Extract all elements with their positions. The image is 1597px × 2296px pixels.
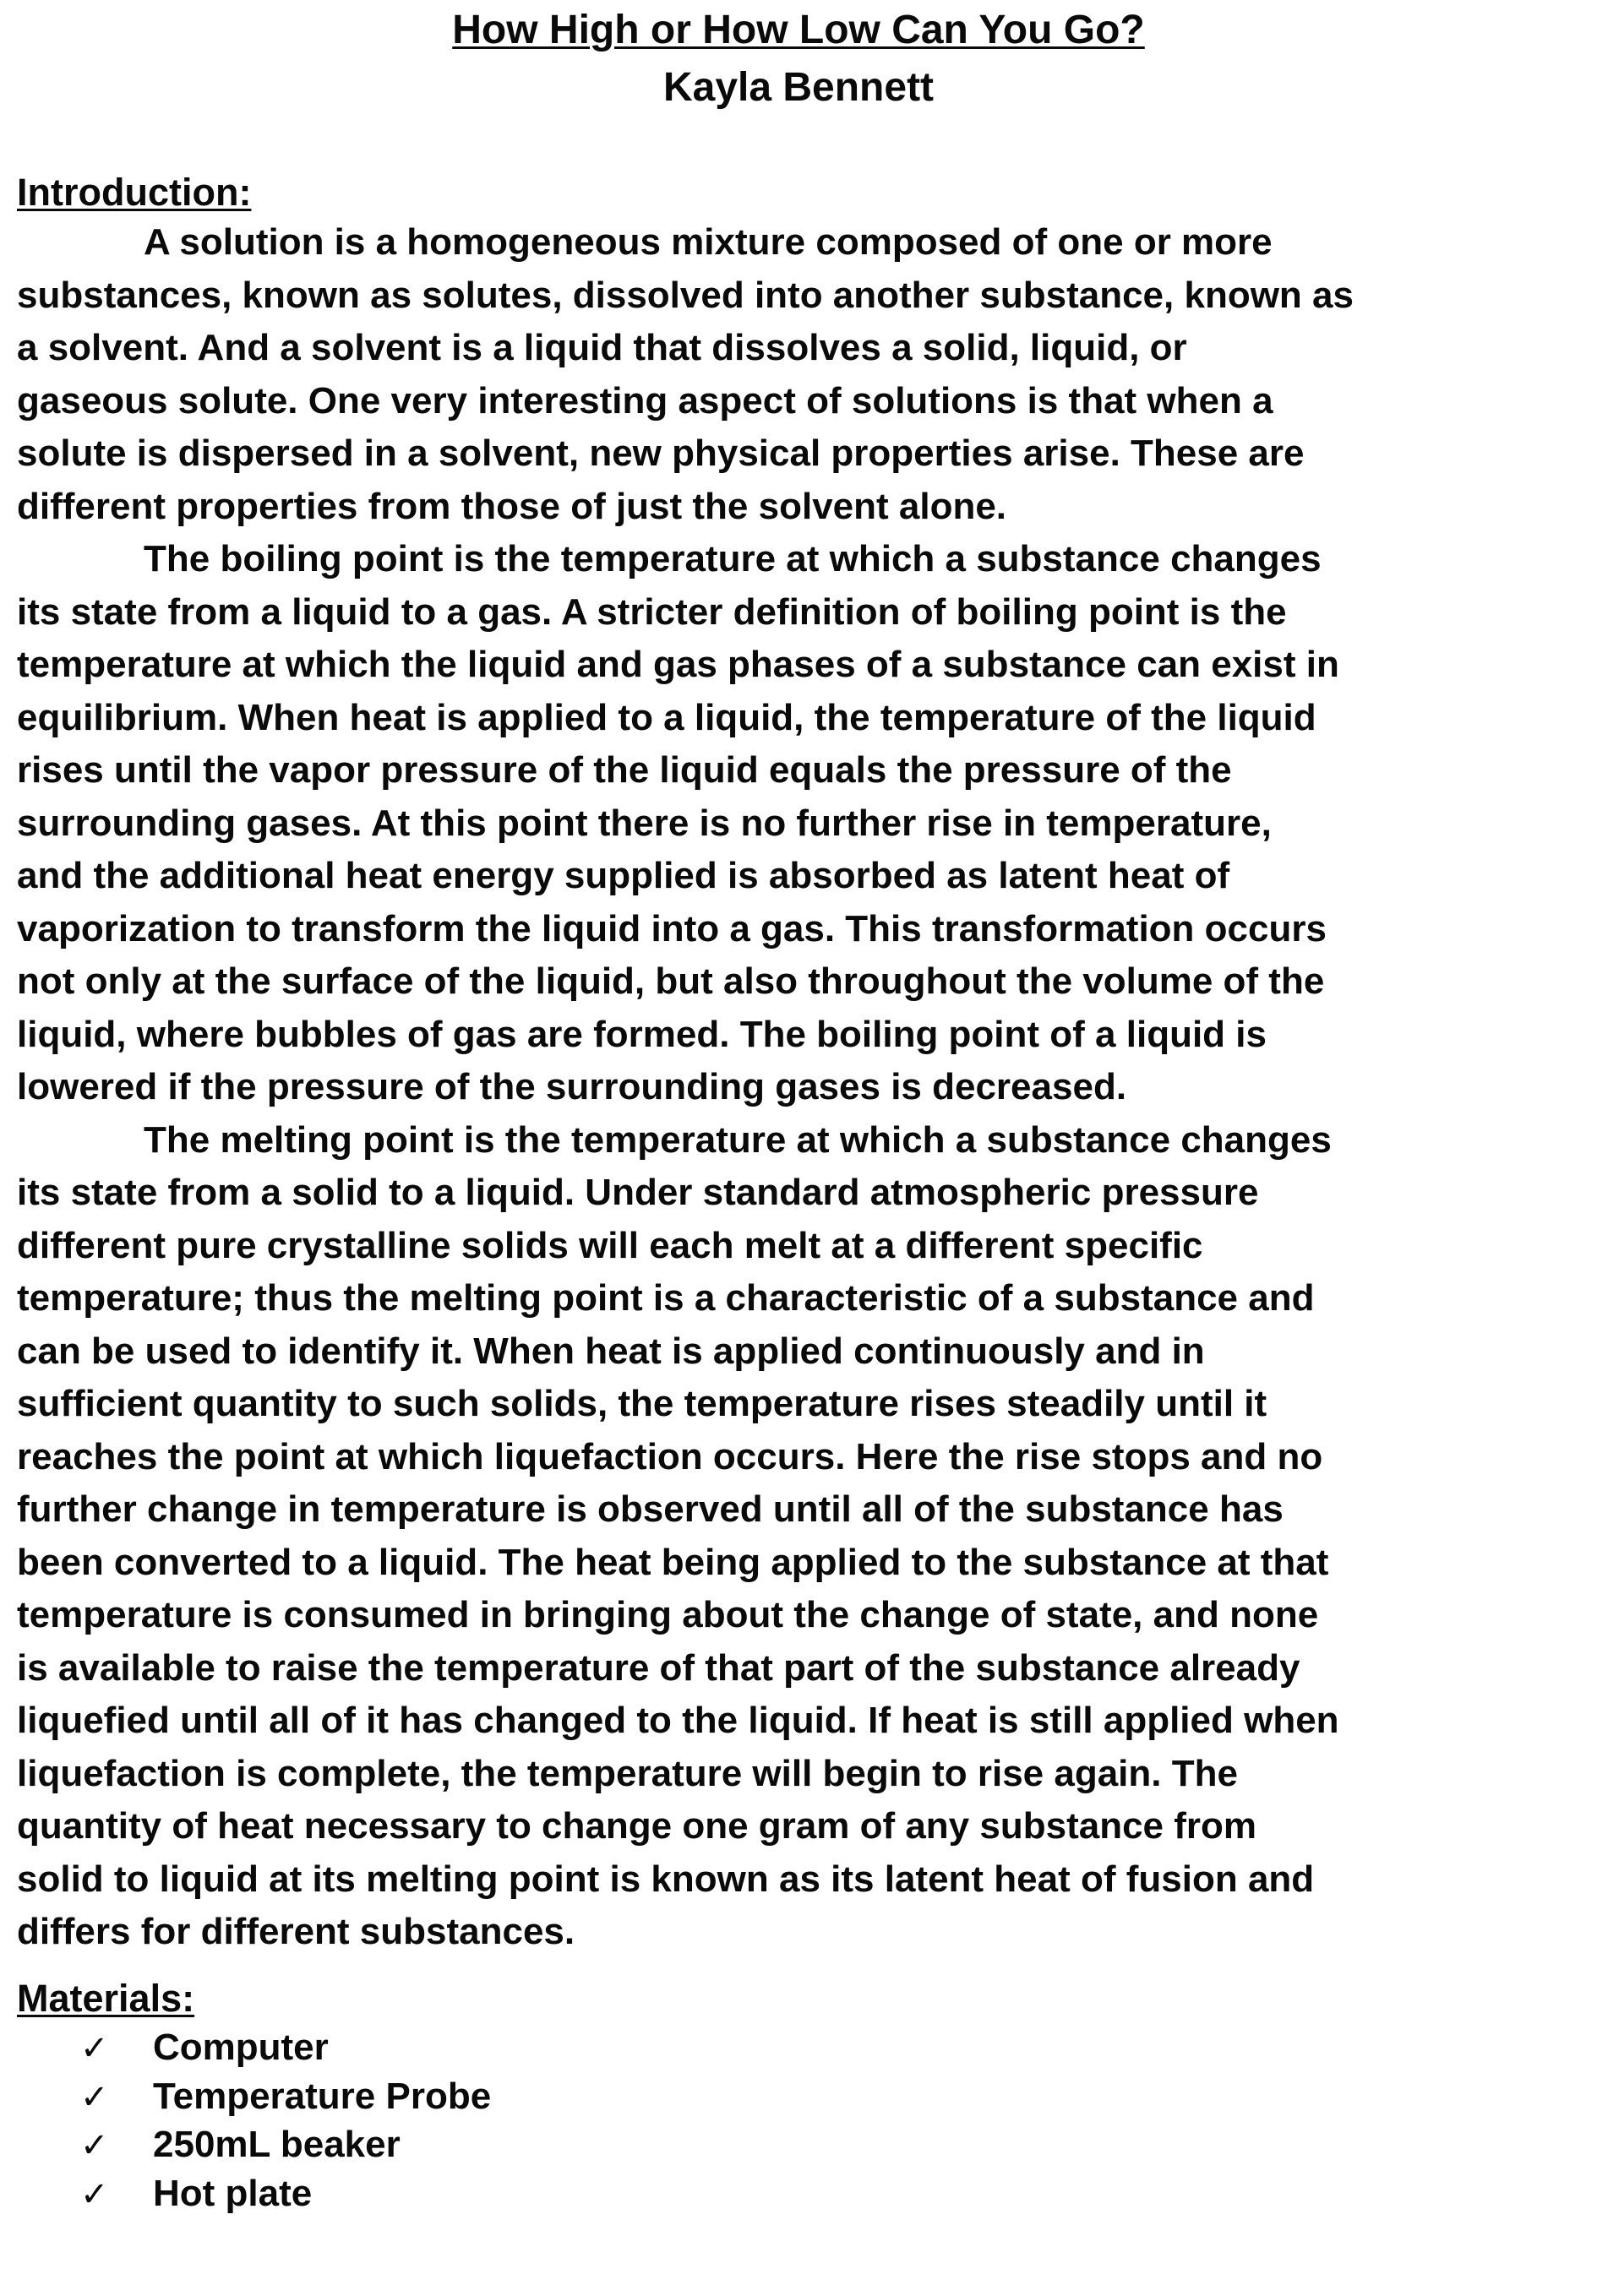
introduction-line: lowered if the pressure of the surrounding gases is decreased. bbox=[17, 1066, 1127, 1107]
introduction-line: been converted to a liquid. The heat being applied to the substance at that bbox=[17, 1541, 1329, 1583]
introduction-line: different properties from those of just the solvent alone. bbox=[17, 485, 1007, 527]
materials-item bbox=[80, 2072, 491, 2121]
checkmark-icon: ✓ bbox=[80, 2077, 109, 2117]
introduction-line: its state from a liquid to a gas. A stricter definition of boiling point is the bbox=[17, 590, 1287, 633]
materials-item-label: Temperature Probe bbox=[153, 2075, 492, 2117]
introduction-line: The melting point is the temperature at which a substance changes bbox=[144, 1118, 1332, 1161]
introduction-line: vaporization to transform the liquid into a gas. This transformation occurs bbox=[17, 907, 1327, 949]
introduction-line: liquefied until all of it has changed to the liquid. If heat is still applied when bbox=[17, 1700, 1339, 1741]
introduction-line: a solvent. And a solvent is a liquid that dissolves a solid, liquid, or bbox=[17, 327, 1187, 368]
introduction-line: is available to raise the temperature of that part of the substance already bbox=[17, 1646, 1300, 1689]
introduction-heading: Introduction: bbox=[17, 171, 252, 214]
introduction-line: surrounding gases. At this point there is no further rise in temperature, bbox=[17, 802, 1272, 844]
introduction-line: substances, known as solutes, dissolved into another substance, known as bbox=[17, 274, 1354, 316]
materials-item bbox=[80, 2120, 491, 2169]
introduction-line: different pure crystalline solids will each melt at a different specific bbox=[17, 1224, 1203, 1266]
introduction-line: rises until the vapor pressure of the liquid equals the pressure of the bbox=[17, 749, 1232, 791]
materials-item-label: 250mL beaker bbox=[153, 2124, 401, 2165]
introduction-line: gaseous solute. One very interesting aspect of solutions is that when a bbox=[17, 379, 1273, 422]
introduction-line: reaches the point at which liquefaction occurs. Here the rise stops and no bbox=[17, 1435, 1323, 1477]
introduction-line: not only at the surface of the liquid, but also throughout the volume of the bbox=[17, 960, 1325, 1002]
introduction-line: sufficient quantity to such solids, the temperature rises steadily until it bbox=[17, 1383, 1267, 1424]
introduction-body bbox=[17, 216, 1580, 1959]
introduction-line: A solution is a homogeneous mixture composed of one or more bbox=[144, 221, 1273, 263]
introduction-line: can be used to identify it. When heat is applied continuously and in bbox=[17, 1330, 1205, 1372]
introduction-line: The boiling point is the temperature at which a substance changes bbox=[144, 538, 1322, 579]
introduction-line: temperature at which the liquid and gas phases of a substance can exist in bbox=[17, 644, 1339, 685]
introduction-line: equilibrium. When heat is applied to a liquid, the temperature of the liquid bbox=[17, 696, 1316, 738]
introduction-line: quantity of heat necessary to change one gram of any substance from bbox=[17, 1805, 1257, 1847]
introduction-line: solute is dispersed in a solvent, new physical properties arise. These are bbox=[17, 433, 1305, 474]
checkmark-icon: ✓ bbox=[80, 2029, 109, 2068]
materials-item-label: Computer bbox=[153, 2027, 329, 2068]
introduction-line: and the additional heat energy supplied is absorbed as latent heat of bbox=[17, 855, 1230, 896]
introduction-line: solid to liquid at its melting point is known as its latent heat of fusion and bbox=[17, 1858, 1315, 1900]
document-title: How High or How Low Can You Go? bbox=[452, 8, 1145, 52]
materials-heading: Materials: bbox=[17, 1977, 195, 2020]
introduction-line: its state from a solid to a liquid. Under standard atmospheric pressure bbox=[17, 1172, 1259, 1213]
document-author: Kayla Bennett bbox=[662, 65, 935, 110]
materials-item-label: Hot plate bbox=[153, 2172, 313, 2214]
materials-item bbox=[80, 2023, 491, 2072]
materials-list bbox=[80, 2023, 491, 2217]
introduction-line: differs for different substances. bbox=[17, 1911, 575, 1952]
checkmark-icon: ✓ bbox=[80, 2126, 109, 2165]
materials-item bbox=[80, 2169, 491, 2218]
checkmark-icon: ✓ bbox=[80, 2174, 109, 2214]
introduction-line: liquefaction is complete, the temperature will begin to rise again. The bbox=[17, 1752, 1238, 1794]
introduction-line: further change in temperature is observed until all of the substance has bbox=[17, 1488, 1284, 1530]
introduction-line: liquid, where bubbles of gas are formed. The boiling point of a liquid is bbox=[17, 1013, 1267, 1055]
introduction-line: temperature is consumed in bringing about the change of state, and none bbox=[17, 1594, 1319, 1635]
introduction-line: temperature; thus the melting point is a characteristic of a substance and bbox=[17, 1277, 1315, 1319]
